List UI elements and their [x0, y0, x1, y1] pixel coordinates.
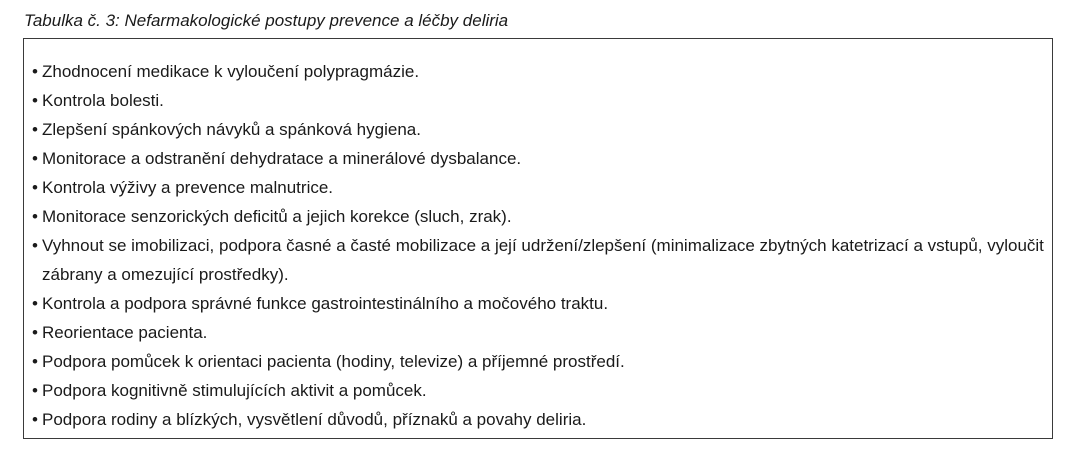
list-item-text: Kontrola bolesti. — [42, 91, 164, 110]
bullet-icon: • — [32, 236, 38, 255]
list-item — [32, 173, 1044, 202]
list-item — [32, 376, 1044, 405]
list-item-text: Kontrola výživy a prevence malnutrice. — [42, 178, 334, 197]
list-item-text: Reorientace pacienta. — [42, 323, 208, 342]
list-item-text: Monitorace senzorických deficitů a jejich korekce (sluch, zrak). — [42, 207, 512, 226]
list-item — [32, 318, 1044, 347]
bullet-icon: • — [32, 62, 38, 81]
bullet-list — [32, 57, 1044, 434]
list-item-text: Podpora kognitivně stimulujících aktivit a pomůcek. — [42, 381, 427, 400]
list-item — [32, 202, 1044, 231]
bullet-icon: • — [32, 178, 38, 197]
list-item-text: Vyhnout se imobilizaci, podpora časné a časté mobilizace a její udržení/zlepšení (minimalizace zbytných katetrizací a vstupů, vyloučit zábrany a omezující prostředky). — [42, 236, 1044, 284]
table-box — [23, 38, 1053, 439]
bullet-icon: • — [32, 323, 38, 342]
bullet-icon: • — [32, 381, 38, 400]
list-item — [32, 289, 1044, 318]
bullet-icon: • — [32, 294, 38, 313]
list-item-text: Zlepšení spánkových návyků a spánková hygiena. — [42, 120, 421, 139]
list-item — [32, 231, 1044, 289]
list-item-text: Podpora rodiny a blízkých, vysvětlení důvodů, příznaků a povahy deliria. — [42, 410, 587, 429]
bullet-icon: • — [32, 410, 38, 429]
bullet-icon: • — [32, 149, 38, 168]
bullet-icon: • — [32, 207, 38, 226]
list-item — [32, 347, 1044, 376]
list-item-text: Podpora pomůcek k orientaci pacienta (hodiny, televize) a příjemné prostředí. — [42, 352, 625, 371]
list-item — [32, 86, 1044, 115]
list-item-text: Zhodnocení medikace k vyloučení polypragmázie. — [42, 62, 420, 81]
bullet-icon: • — [32, 120, 38, 139]
list-item — [32, 144, 1044, 173]
table-caption: Tabulka č. 3: Nefarmakologické postupy prevence a léčby deliria — [24, 11, 509, 30]
list-item — [32, 115, 1044, 144]
list-item-text: Monitorace a odstranění dehydratace a minerálové dysbalance. — [42, 149, 522, 168]
list-item — [32, 405, 1044, 434]
bullet-icon: • — [32, 91, 38, 110]
list-item — [32, 57, 1044, 86]
list-item-text: Kontrola a podpora správné funkce gastrointestinálního a močového traktu. — [42, 294, 609, 313]
bullet-icon: • — [32, 352, 38, 371]
